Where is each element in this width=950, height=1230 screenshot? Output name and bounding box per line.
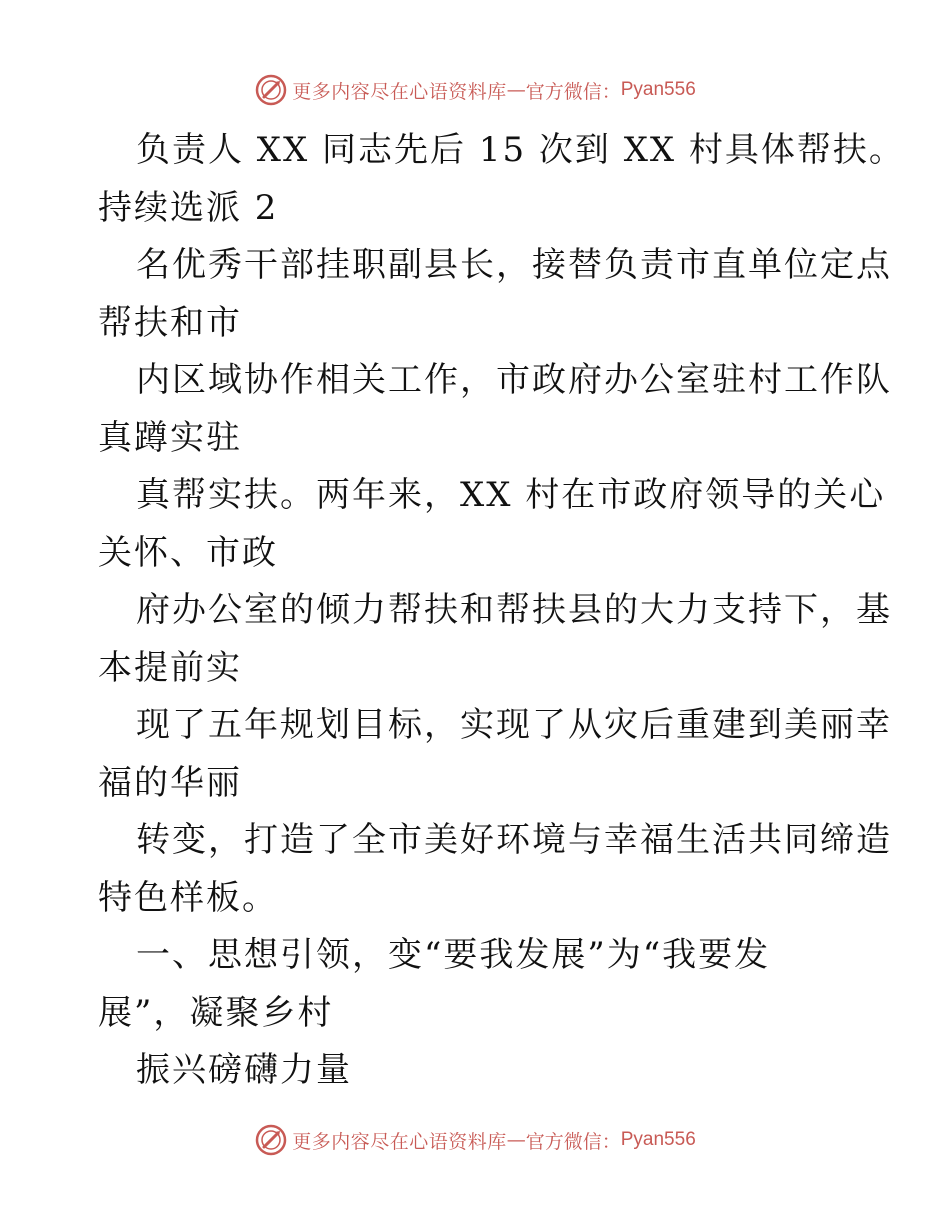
seal-logo-icon [254,1123,288,1157]
body-line: 福的华丽 [98,762,242,803]
banner-wechat-label: 官方微信： [525,80,621,103]
body-line: 真蹲实驻 [98,417,242,458]
body-line: 帮扶和市 [98,302,242,343]
footer-banner [0,1120,950,1160]
seal-logo-icon [254,73,288,107]
section-heading-line: 展”，凝聚乡村 [98,992,334,1033]
body-line: 真帮实扶。两年来，XX 村在市政府领导的关心 [136,475,886,515]
body-line: 负责人 XX 同志先后 15 次到 XX 村具体帮扶。 [136,130,905,170]
body-line: 内区域协作相关工作，市政府办公室驻村工作队 [136,360,892,400]
document-body [98,122,905,1100]
section-heading-line: 振兴磅礴力量 [136,1050,352,1090]
banner-wechat-label: 官方微信： [525,1130,621,1153]
body-line: 本提前实 [98,647,242,688]
banner-wechat-id: Pyan556 [620,79,696,100]
body-line: 特色样板。 [98,877,278,918]
banner-wechat-id: Pyan556 [620,1129,696,1150]
header-banner [0,70,950,110]
banner-brand-text: 更多内容尽在心语资料库 [292,1130,507,1153]
banner-separator: — [506,79,526,101]
body-line: 名优秀干部挂职副县长，接替负责市直单位定点 [136,245,892,285]
body-line: 转变，打造了全市美好环境与幸福生活共同缔造 [136,820,892,860]
body-line: 持续选派 2 [98,187,279,228]
banner-brand-text: 更多内容尽在心语资料库 [292,80,507,103]
section-heading-line: 一、思想引领，变“要我发展”为“我要发 [136,935,771,975]
body-line: 关怀、市政 [98,532,278,573]
body-line: 现了五年规划目标，实现了从灾后重建到美丽幸 [136,705,892,745]
body-line: 府办公室的倾力帮扶和帮扶县的大力支持下，基 [136,590,892,630]
banner-separator: — [506,1129,526,1151]
